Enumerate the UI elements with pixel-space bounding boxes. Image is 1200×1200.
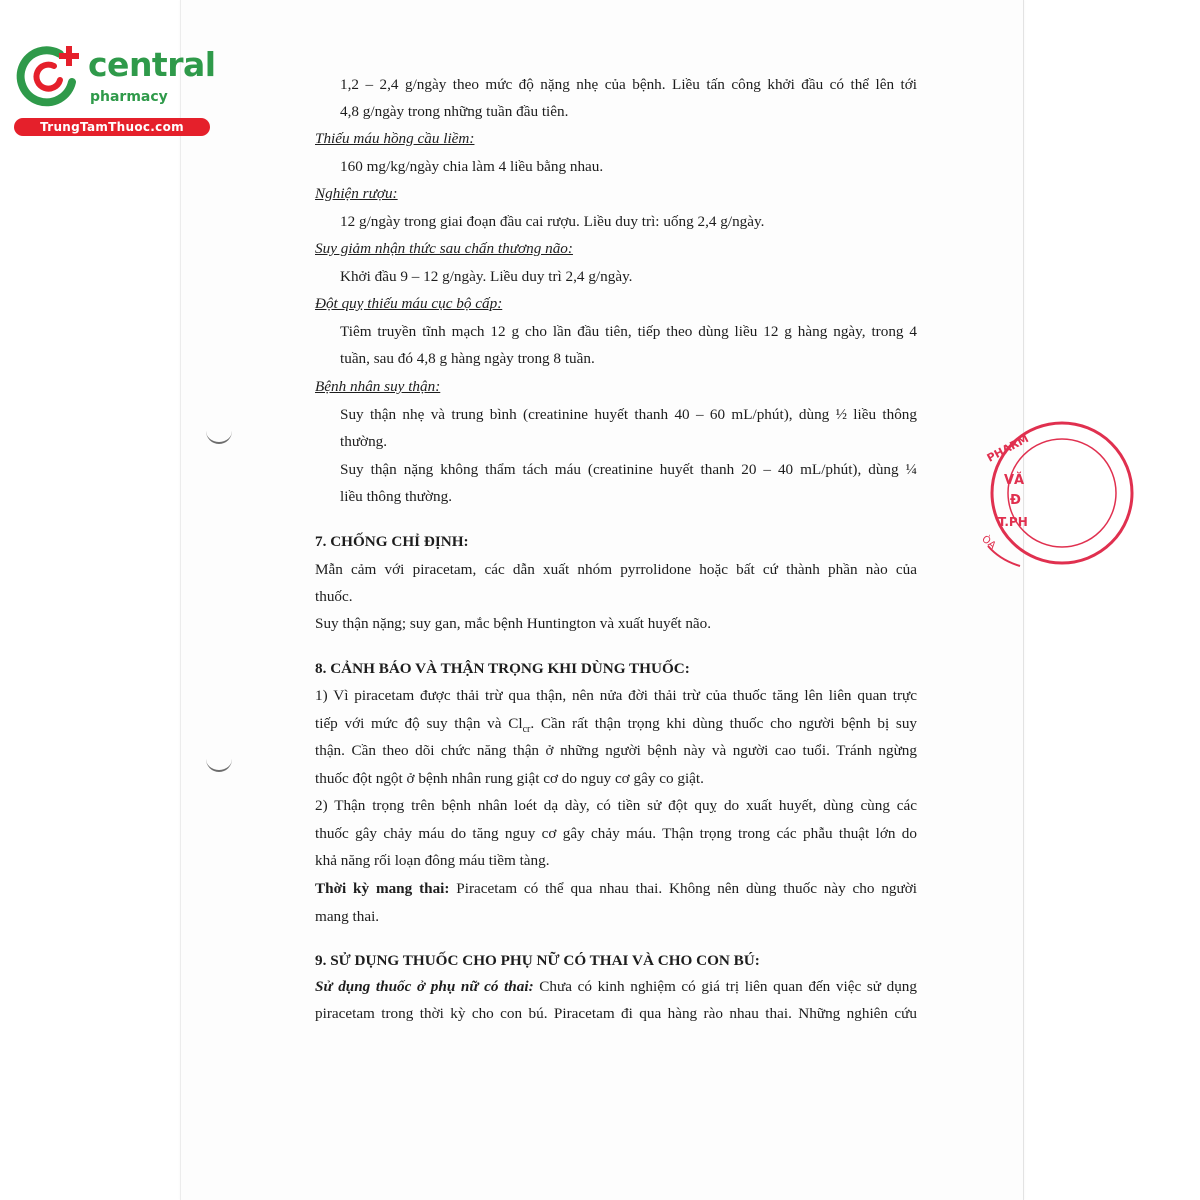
stamp-text: VĂ [1004, 473, 1025, 488]
pregnancy-label: Thời kỳ mang thai: [315, 880, 450, 897]
section-9-label: Sử dụng thuốc ở phụ nữ có thai: [315, 978, 534, 995]
pregnancy-line [315, 880, 917, 898]
clearance-subscript: cr [522, 724, 531, 736]
section-8-line: thuốc đột ngột ở bệnh nhân rung giật cơ do nguy cơ gây co giật. [315, 770, 704, 787]
stroke-subheading: Đột quỵ thiếu máu cục bộ cấp: [315, 295, 503, 312]
renal-line: thường. [340, 433, 388, 450]
cognitive-text: Khởi đầu 9 – 12 g/ngày. Liều duy trì 2,4 g/ngày. [340, 268, 633, 285]
section-8-text: tiếp với mức độ suy thận và Cl [315, 715, 523, 732]
section-8-text: . Cần rất thận trọng khi dùng thuốc cho người bệnh bị suy [530, 715, 918, 732]
pharmacy-stamp [980, 418, 1100, 568]
stroke-line: Tiêm truyền tĩnh mạch 12 g cho lần đầu tiên, tiếp theo dùng liều 12 g hàng ngày, trong 4 [340, 323, 917, 340]
central-pharmacy-logo-icon [10, 38, 90, 110]
alcohol-text: 12 g/ngày trong giai đoạn đầu cai rượu. Liều duy trì: uống 2,4 g/ngày. [340, 213, 765, 230]
dosage-intro-line: 1,2 – 2,4 g/ngày theo mức độ nặng nhẹ của bệnh. Liều tấn công khởi đầu có thể lên tới [340, 76, 917, 93]
sickle-cell-text: 160 mg/kg/ngày chia làm 4 liều bằng nhau. [340, 158, 604, 175]
renal-subheading: Bệnh nhân suy thận: [315, 378, 441, 395]
section-8-line: thuốc gây chảy máu do tăng nguy cơ gây chảy máu. Thận trọng trong các phẫu thuật lớn do [315, 825, 917, 842]
section-9-line: piracetam trong thời kỳ cho con bú. Piracetam đi qua hàng rào nhau thai. Những nghiên cứu [315, 1005, 917, 1022]
pregnancy-text: Piracetam có thể qua nhau thai. Không nên dùng thuốc này cho người [449, 880, 918, 897]
logo-brand-name: central [88, 45, 216, 84]
section-8-line: 2) Thận trọng trên bệnh nhân loét dạ dày, có tiền sử đột quỵ do xuất huyết, dùng cùng các [315, 797, 917, 814]
section-9-text: Chưa có kinh nghiệm có giá trị liên quan đến việc sử dụng [533, 978, 917, 995]
renal-line: liều thông thường. [340, 488, 453, 505]
stamp-text: T.PH [998, 515, 1028, 529]
sickle-cell-subheading: Thiếu máu hồng cầu liềm: [315, 130, 475, 147]
section-8-line: thận. Cần theo dõi chức năng thận ở những người bệnh này và người cao tuổi. Tránh ngừng [315, 742, 917, 759]
stroke-line: tuần, sau đó 4,8 g hàng ngày trong 8 tuần. [340, 350, 595, 367]
logo-subtitle: pharmacy [90, 89, 168, 105]
section-7-heading: 7. CHỐNG CHỈ ĐỊNH: [315, 533, 469, 550]
stamp-seal-icon [980, 418, 1100, 568]
stamp-text: ÒA [979, 533, 998, 552]
stamp-text: PHARM [984, 432, 1031, 465]
renal-line: Suy thận nhẹ và trung bình (creatinine huyết thanh 40 – 60 mL/phút), dùng ½ liều thông [340, 406, 917, 423]
section-9-heading: 9. SỬ DỤNG THUỐC CHO PHỤ NỮ CÓ THAI VÀ CHO CON BÚ: [315, 952, 760, 969]
section-7-line: thuốc. [315, 588, 353, 605]
section-8-heading: 8. CẢNH BÁO VÀ THẬN TRỌNG KHI DÙNG THUỐC: [315, 660, 690, 677]
alcohol-subheading: Nghiện rượu: [315, 185, 398, 202]
stamp-text: Đ [1010, 493, 1021, 508]
section-8-line [315, 715, 918, 736]
dosage-intro-line: 4,8 g/ngày trong những tuần đầu tiên. [340, 103, 569, 120]
logo-website-badge[interactable]: TrungTamThuoc.com [14, 118, 210, 136]
renal-line: Suy thận nặng không thẩm tách máu (creatinine huyết thanh 20 – 40 mL/phút), dùng ¼ [340, 461, 917, 478]
section-8-line: khả năng rối loạn đông máu tiềm tàng. [315, 852, 550, 869]
section-8-line: 1) Vì piracetam được thải trừ qua thận, nên nửa đời thải trừ của thuốc tăng lên liên quan trực [315, 687, 917, 704]
section-7-line: Suy thận nặng; suy gan, mắc bệnh Huntington và xuất huyết não. [315, 615, 712, 632]
cognitive-subheading: Suy giảm nhận thức sau chấn thương não: [315, 240, 573, 257]
pharmacy-logo[interactable] [10, 38, 215, 138]
pregnancy-line: mang thai. [315, 908, 380, 925]
section-7-line: Mẫn cảm với piracetam, các dẫn xuất nhóm pyrrolidone hoặc bất cứ thành phần nào của [315, 561, 917, 578]
section-9-line [315, 978, 917, 996]
